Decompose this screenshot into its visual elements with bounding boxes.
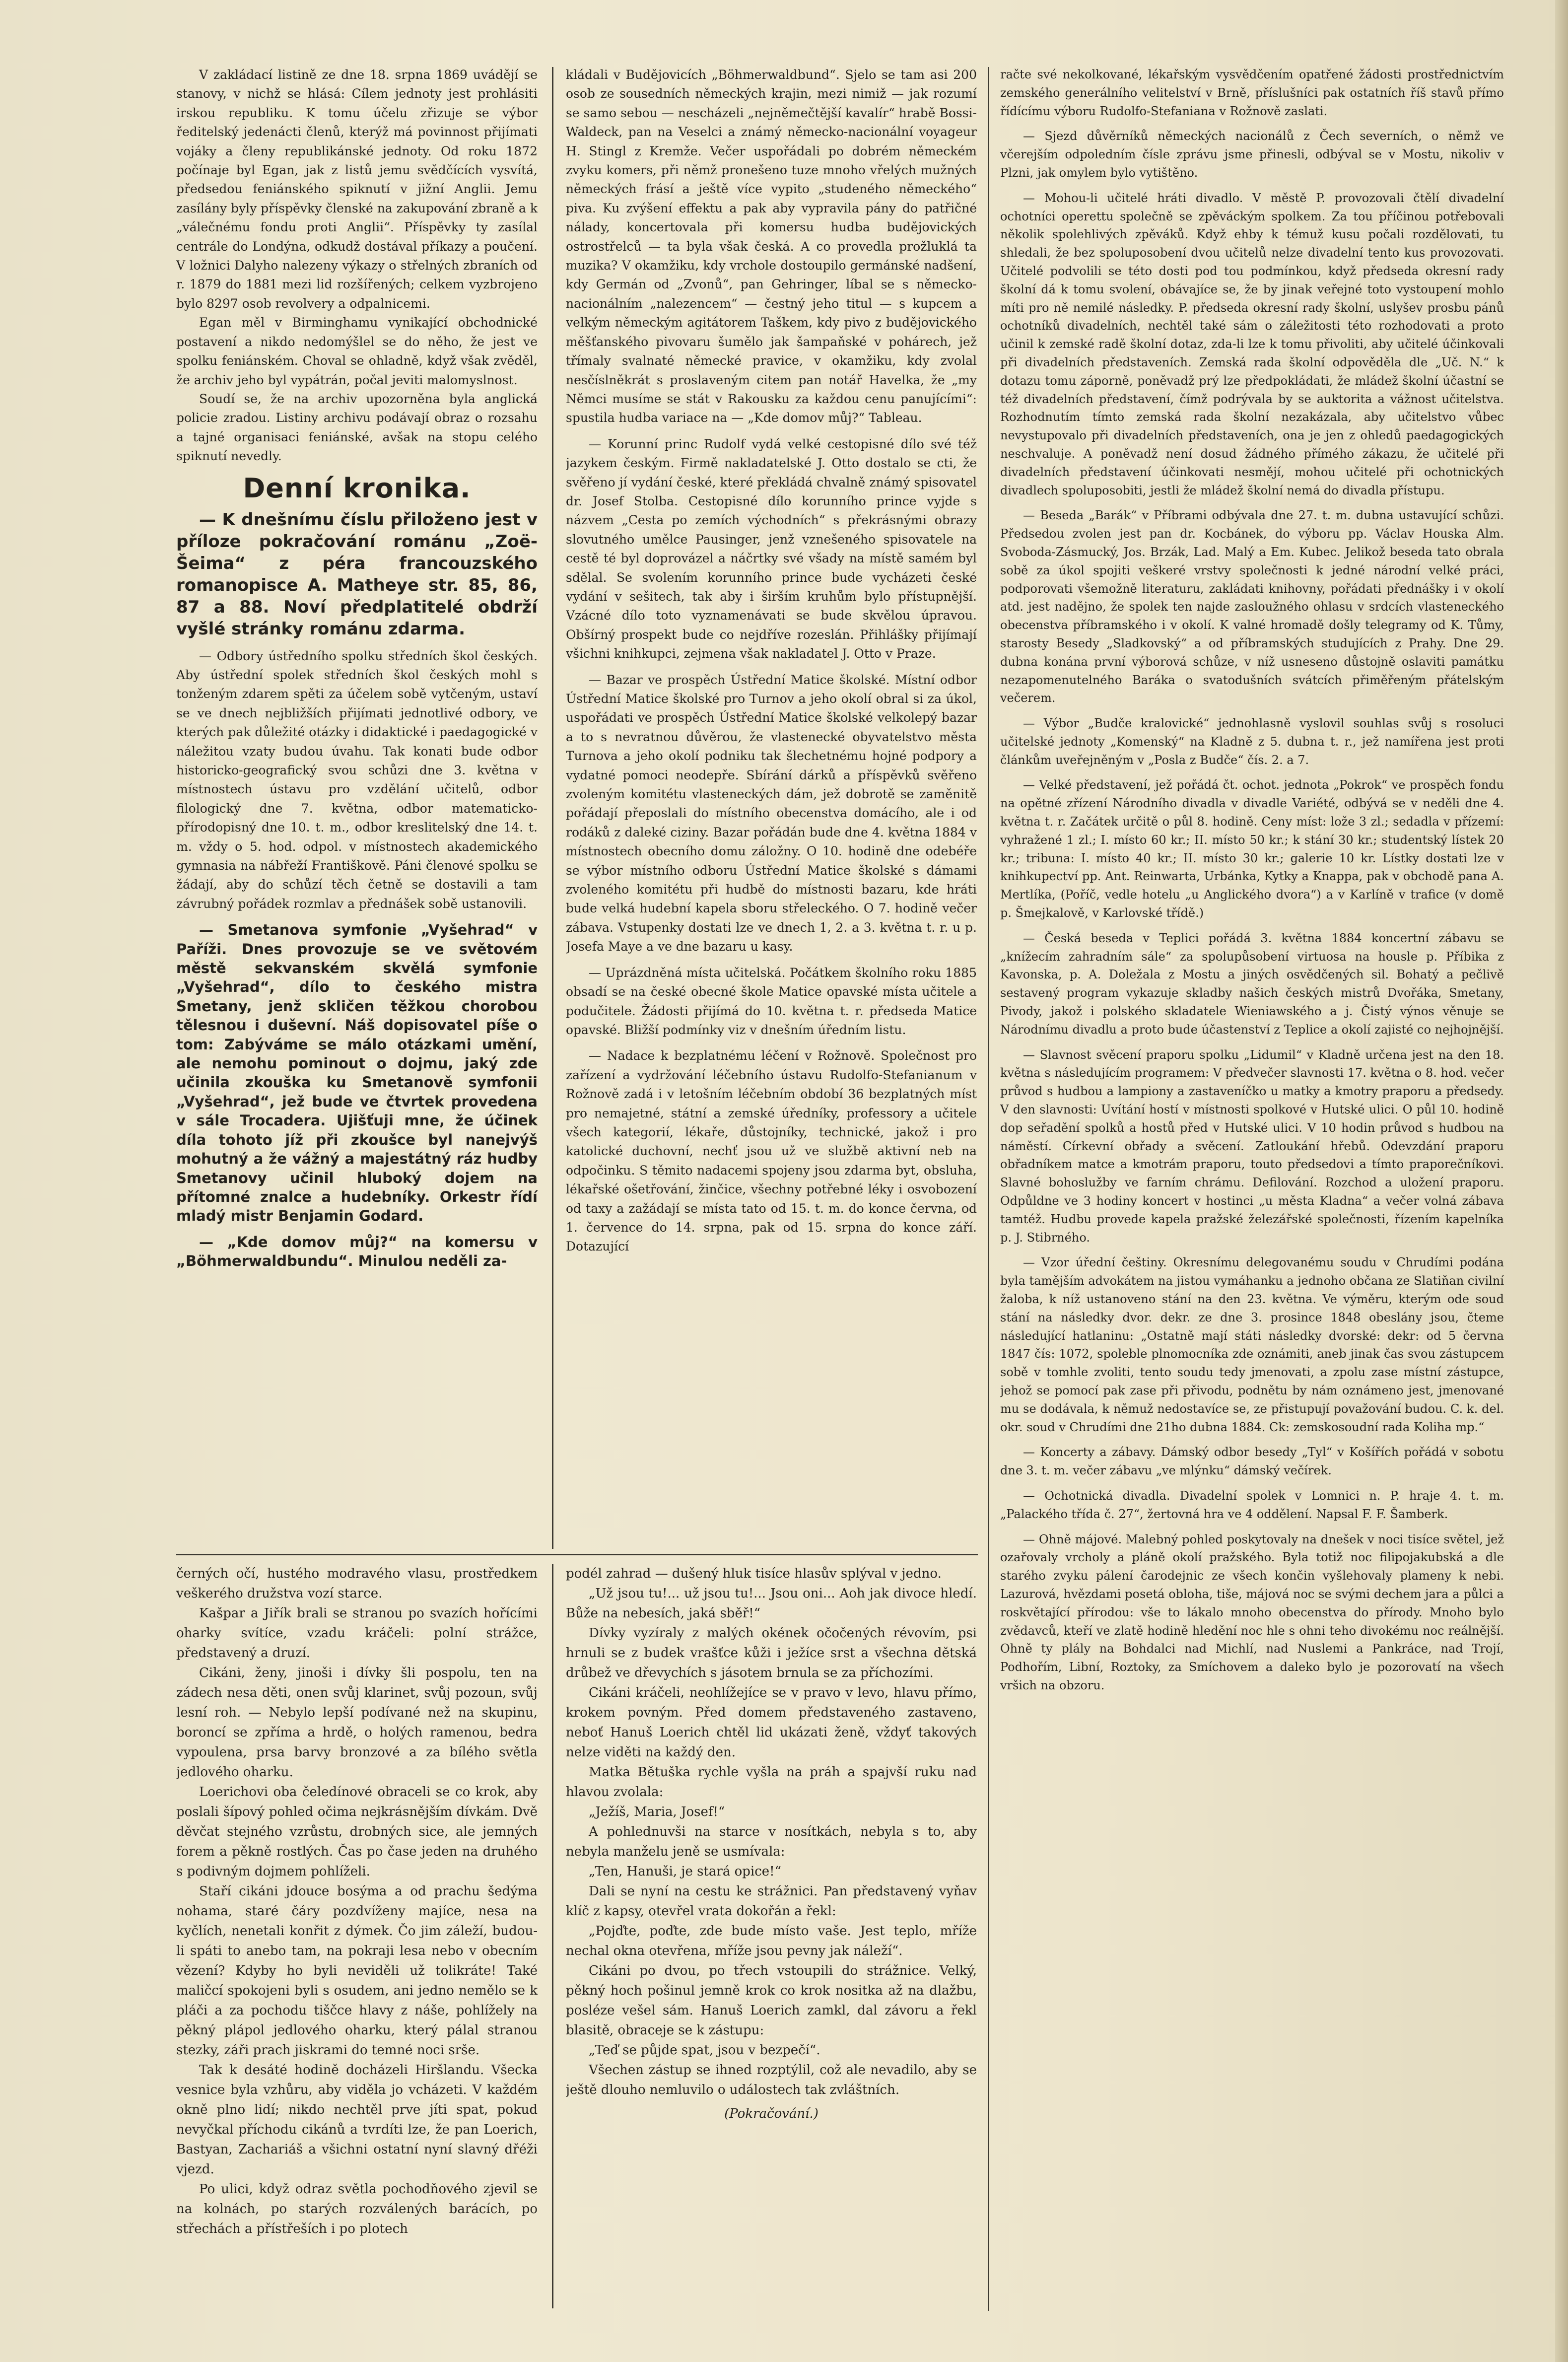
news-item: — Velké představení, jež pořádá čt. ochot. jednota „Pokrok“ ve prospěch fondu na opětné zřízení Národního divadla v divadle Variété, odbývá se v neděli dne 4. května t. r. Začátek určitě o půl 8. hodině. Ceny míst: lože 3 zl.; sedadla v přízemí: vyhražené 1 zl.; I. místo 60 kr.; II. místo 50 kr.; k stání 30 kr.; studentský lístek 20 kr.; tribuna: I. místo 40 kr.; II. místo 30 kr.; galerie 10 kr. Lístky dostati lze v knihkupectví pp. Ant. Reinwarta, Urbánka, Kytky a Knappa, pak v obchodě pana A. Mertlíka, (Poříč, vedle hotelu „u Anglického dvora“) a v Karlíně v trafice (v domě p. Šmejkalově, v Karlovské třídě.) bbox=[1000, 778, 1504, 920]
article-paragraph: kládali v Budějovicích „Böhmerwaldbund“. Sjelo se tam asi 200 osob ze sousedních německých krajin, mezi nimiž — jak rozumí se samo sebou — nescházeli „nejněmečtější kavalír“ hrabě Bossi-Waldeck, pan na Veselci a známý německo-nacionální voyageur H. Stingl z Kremže. Večer uspořádali po dobrém německém zvyku komers, při němž pronešeno tuze mnoho vřelých mužných německých frásí a ještě více vypito „studeného německého“ piva. Ku zvýšení effektu a pak aby vypravila pány do patřičné nálady, koncertovala při komersu hudba budějovických ostrostřelců — ta byla však česká. A co provedla prožluklá ta muzika? V okamžiku, kdy vrchole dostoupilo germánské nadšení, kdy Germán od „Zvonů“, pan Gehringer, líbal se s německo-nacionálním „nalezencem“ — čestný jeho titul — s kupcem a velkým německým agitátorem Taškem, kdy pivo z budějovického měšťanského pivovaru šumělo jak šampaňské v pohárech, jež třímaly svalnaté německé pravice, v okamžiku, kdy zvolal nesčíslněkrát s proslaveným citem pan notář Havelka, že „my Němci musíme se stát v Rakousku za každou cenu panujícími“: spustila hudba variace na — „Kde domov můj?“ Tableau. bbox=[566, 68, 977, 425]
news-item: — Výbor „Budče kralovické“ jednohlasně vyslovil souhlas svůj s rosoluci učitelské jednoty „Komenský“ na Kladně z 5. dubna t. r., jež namířena jest proti článkům uveřejněným v „Posla z Budče“ čís. 2. a 7. bbox=[1000, 716, 1504, 767]
feuilleton-paragraph: Cikáni po dvou, po třech vstoupili do strážnice. Velký, pěkný hoch pošinul jemně krok co krok nositka až na dlažbu, posléze vešel sám. Hanuš Loerich zamkl, dal závoru a řekl blasitě, obraceje se k zástupu: bbox=[566, 1963, 977, 2038]
feuilleton-paragraph: Tak k desáté hodině docházeli Hiršlandu. Všecka vesnice byla vzhůru, aby viděla jo vcházeti. V každém okně plno lidí; nikdo nechtěl prve jíti spat, pokud nevyčkal příchodu cikánů a tvrdíti lze, že pan Loerich, Bastyan, Zachariáš a všichni ostatní nyní slavný dřéži vjezd. bbox=[176, 2063, 538, 2177]
column-rule bbox=[552, 67, 553, 1549]
news-item: — Odbory ústředního spolku středních škol českých. Aby ústřední spolek středních škol českých mohl s tonženým zdarem spěti za účelem sobě vytčeným, ustaví se ve dnech nejbližších přijímati jednotlivé odbory, ve kterých pak důležité otázky i didaktické i paedagogické v náležitou vzaty budou úvahu. Tak konati bude odbor historicko-geografický svou schůzi dne 3. května v místnostech ústavu pro vzdělání učitelů, odbor filologický dne 7. května, odbor matematicko-přírodopisný dne 10. t. m., odbor kreslitelský dne 14. t. m. vždy o 5. hod. odpol. v místnostech akademického gymnasia na nábřeží Františkově. Páni členové spolku se žádají, aby do schůzí těch četně se dostavili a tam závrubný pořádek rozmlav a přednášek sobě ustanovili. bbox=[176, 648, 538, 911]
news-item: — Beseda „Barák“ v Příbrami odbývala dne 27. t. m. dubna ustavující schůzi. Předsedou zvolen jest pan dr. Kocbánek, do výboru pp. Václav Houska Alm. Svoboda-Zásmucký, Jos. Brzák, Lad. Malý a Em. Kubec. Jelikož beseda tato obrala sobě za úkol spojiti veškeré vrstvy společnosti k jedné národní velké práci, podporovati všemožně literaturu, zakládati knihovny, pořádati přednášky i v okolí atd. jest nadějno, že spolek ten najde zasloužného ohlasu v srdcích vlasteneckého obecenstva příbramského i v okolí. K valné hromadě došly telegramy od K. Tůmy, starosty Besedy „Sladkovský“ a od příbramských studujících z Prahy. Dne 29. dubna konána první výborová schůze, v níž usneseno důstojně oslaviti památku nezapomenutelného Baráka o svatodušních svátcích přiměřeným přátelským večerem. bbox=[1000, 508, 1504, 705]
news-item: — Mohou-li učitelé hráti divadlo. V městě P. provozovali čtělí divadelní ochotníci operettu společně se zpěváckým spolkem. Za tou příčinou potřebovali několik spolehlivých zpěváků. Když ehby k témuž kusu počali rozdělovati, tu shledali, že bez spoluposobení dvou učitelů nelze divadelní tento kus provozovati. Učitelé podvolili se této dosti pod tou podmínkou, když předseda okresní rady školní dá k tomu svolení, obávajíce se, že by jinak veřejné toto vystoupení mohlo míti pro ně nemilé následky. P. předseda okresní rady školní, uslyšev prosbu pánů ochotníků divadelních, nechtěl také sám o záležitosti této rozhodovati a proto učinil k zemské radě školní dotaz, zda-li lze k tomu přivoliti, aby učitelé účinkovali při divadelních představeních. Zemská rada školní odpověděla dle „Uč. N.“ k dotazu tomu záporně, poněvadž prý lze předpokládati, že mládež školní účastní se též divadelních představení, čímž podrývala by se auktorita a vážnost učitelstva. Rozhodnutím tímto zemská rada školní nezakázala, aby učitelstvo vůbec nevystupovalo při divadelních představeních, ona je jen z ohledů paedagogických neschvaluje. A poněvadž není dosud žádného přímého zákazu, že učitelé při divadelních představení účinkovati nesmějí, mohou učitelé při ochotnických divadlech spoluposobiti, jestli že mládež školní nemá do divadla přístupu. bbox=[1000, 191, 1504, 497]
column-1 bbox=[176, 66, 538, 1550]
news-item: račte své nekolkované, lékařským vysvědčením opatřené žádosti prostřednictvím zemského generálního velitelství v Brně, příslušníci pak ostatních říš stavů přímo řídícímu výboru Rudolfo-Stefaniana v Rožnově zaslati. bbox=[1000, 68, 1504, 118]
news-item: — Nadace k bezplatnému léčení v Rožnově. Společnost pro zařízení a vydržování léčebního ústavu Rudolfo-Stefanianum v Rožnově zadá i v letošním léčebním období 36 bezplatných míst pro nemajetné, státní a zemské úředníky, professory a učitele všech kategorií, lékaře, důstojníky, technické, jakož i pro katolické duchovní, nechť jsou už ve službě aktivní neb na odpočinku. S těmito nadacemi spojeny jsou zdarma byt, obsluha, lékařské ošetřování, žinčice, všechny potřebné léky i osvobození od taxy a zažádají se místa tato od 15. t. m. do konce června, od 1. července do 14. srpna, pak od 15. srpna do konce září. Dotazující bbox=[566, 1048, 977, 1254]
feuilleton-column-1 bbox=[176, 1564, 538, 2308]
lead-notice: — K dnešnímu číslu přiloženo jest v příloze pokračování románu „Zoë-Šeima“ z péra francouzského romanopisce A. Matheye str. 85, 86, 87 a 88. Noví předplatitelé obdrží vyšlé stránky románu zdarma. bbox=[176, 509, 538, 639]
column-3 bbox=[1000, 66, 1504, 2309]
section-heading: Denní kronika. bbox=[243, 472, 471, 504]
news-item: — Česká beseda v Teplici pořádá 3. května 1884 koncertní zábavu se „knížecím zahradním sále“ za spolupůsobení virtuosa na housle p. Příbika z Kavonska, p. A. Doležala z Mostu a jiných osvědčených sil. Bohatý a pečlivě sestavený program vykazuje skladby našich českých mistrů Dvořáka, Smetany, Pivody, jakož i polského skladatele Wieniawského a j. Čistý výnos věnuje se Národnímu divadlu a proto bude účastenství z Teplice a okolí zajisté co nejhojnější. bbox=[1000, 931, 1504, 1037]
feuilleton-paragraph: „Ježíš, Maria, Josef!“ bbox=[589, 1805, 725, 1819]
article-paragraph: V zakládací listině ze dne 18. srpna 1869 uvádějí se stanovy, v nichž se hlásá: Cílem jednoty jest prohlásiti irskou republiku. K tomu účelu zřizuje se výbor ředitelský jedenácti členů, kterýž má povinnost přijímati vojáky a členy republikánské jednoty. Od roku 1872 počínaje byl Egan, jak z listů jemu svědčících vysvítá, předsedou feniánského spiknutí v jižní Anglii. Jemu zasílány byly příspěvky členské na zakupování zbraně a k „válečnému fondu proti Anglii“. Příspěvky ty zasílal centrále do Londýna, odkudž dostával příkazy a poučení. V ložnici Dalyho nalezeny výkazy o střelných zbraních od r. 1879 do 1881 mezi lid rozšířených; celkem vyzbrojeno bylo 8297 osob revolvery a odpalnicemi. bbox=[176, 68, 538, 311]
article-paragraph: Egan měl v Birminghamu vynikající obchodnické postavení a nikdo nedomýšlel se do něho, že jest ve spolku feniánském. Choval se ohladně, když však zvěděl, že archiv jeho byl vypátrán, počal jeviti malomyslnost. bbox=[176, 315, 538, 387]
news-item: — Slavnost svěcení praporu spolku „Lidumil“ v Kladně určena jest na den 18. května s následujícím programem: V předvečer slavnosti 17. května o 8. hod. večer průvod s hudbou a lampiony a zastaveníčko u matky a kmotry praporu a předsedy. V den slavnosti: Uvítání hostí v místnosti spolkové v Hutské ulici. O půl 10. hodině dop seřadění spolků a hostů před v Hutské ulici. V 10 hodin průvod s hudbou na náměstí. Církevní obřady a svěcení. Zatloukání hřebů. Odevzdání praporu obřadníkem matce a kmotrám praporu, touto předsedovi a tímto praporečníkovi. Slavné bohoslužby ve farním chrámu. Defilování. Rozchod a uložení praporu. Odpůldne ve 3 hodiny koncert v hostinci „u města Kladna“ a večer volná zábava tamtéž. Hudbu provede kapela pražské železářské společnosti, řízením kapelníka p. J. Stibrného. bbox=[1000, 1047, 1504, 1245]
news-item: — Sjezd důvěrníků německých nacionálů z Čech severních, o němž ve včerejším odpoledním čísle zprávu jsme přinesli, odbýval se v Mostu, nikoliv v Plzni, jak omylem bylo vytištěno. bbox=[1000, 129, 1504, 180]
feuilleton-paragraph: Všechen zástup se ihned rozptýlil, což ale nevadilo, aby se ještě dlouho nemluvilo o událostech tak zvláštních. bbox=[566, 2063, 977, 2097]
column-2 bbox=[566, 66, 977, 1550]
article-paragraph: Soudí se, že na archiv upozorněna byla anglická policie zradou. Listiny archivu podávají obraz o rozsahu a tajné organisaci feniánské, avšak na stopu celého spiknutí nevedly. bbox=[176, 391, 538, 464]
news-item: — „Kde domov můj?“ na komersu v „Böhmerwaldbundu“. Minulou neděli za- bbox=[176, 1233, 538, 1270]
news-item: — Korunní princ Rudolf vydá velké cestopisné dílo své též jazykem českým. Firmě nakladatelské J. Otto dostalo se cti, že svěřeno jí vydání české, které překládá chvalně známý spisovatel dr. Josef Stolba. Cestopisné dílo korunního prince vyjde s názvem „Cesta po zemích východních“ s překrásnými obrazy slovutného umělce Pausinger, jenž vznešeného spisovatele na cestě té byl doprovázel a náčrtky své všady na místě samém byl sdělal. Se svolením korunního prince bude vycházeti české vydání v sešitech, tak aby i širším kruhům bylo přístupnější. Vzácné dílo toto vyznamenávati se bude skvělou úpravou. Obšírný prospekt bude co nejdříve rozeslán. Přihlášky přijímají všichni knihkupci, zejmena však nakladatel J. Otto v Praze. bbox=[566, 436, 977, 661]
feuilleton-paragraph: Dívky vyzíraly z malých okének očočených révovím, psi hrnuli se z budek vrašťce kůži i ježíce srst a všechna dětská drůbež ve dřevychích s jásotem brnula se za příchozími. bbox=[566, 1626, 977, 1680]
continuation-note: (Pokračování.) bbox=[724, 2106, 818, 2121]
feuilleton-paragraph: Cikáni, ženy, jinoši i dívky šli pospolu, ten na zádech nesa děti, onen svůj klarinet, svůj pozoun, svůj lesní roh. — Nebylo lepší podívané než na skupinu, boroncí se zpříma a hrdě, o holých ramenou, bedra vypoulena, prsa barvy bronzové a za bílého světla jedlového oharku. bbox=[176, 1666, 538, 1780]
news-item: — Vzor úřední češtiny. Okresnímu delegovanému soudu v Chrudími podána byla tamějším advokátem na jistou vymáhanku a jednoho občana ze Slatiňan civilní žaloba, k níž ustanoveno stání na den 23. května. Ve výměru, kterým ode soud stání na následky dvor. dekr. ze dne 3. prosince 1848 obeslány jsou, čteme následující hatlaninu: „Ostatně mají státi následky dvorské: dekr: od 5 června 1847 čís: 1072, spoleble plnomocníka zde oznámiti, aneb jinak čas svou zástupcem sobě v tomhle zvoliti, tento soudu tedy jmenovati, a zpolu zase místní zástupce, jehož se pomocí pak zase při přivodu, podnětu by nám oznámeno jest, jmenované mu se dodávala, k němuž nedostavíce se, ze přistupují považování budou. C. k. del. okr. soud v Chrudími dne 21ho dubna 1884. Ck: zemskosoudní rada Koliha mp.“ bbox=[1000, 1255, 1504, 1434]
news-item: — Uprázdněná místa učitelská. Počátkem školního roku 1885 obsadí se na české obecné škole Matice opavské místa učitele a podučitele. Žádosti přijímá do 10. května t. r. předseda Matice opavské. Bližší podmínky viz v dnešním úředním listu. bbox=[566, 965, 977, 1037]
feuilleton-paragraph: černých očí, hustého modravého vlasu, prostředkem veškerého družstva vozí starce. bbox=[176, 1566, 538, 1601]
column-rule bbox=[552, 1564, 553, 2308]
feuilleton-paragraph: „Teď se půjde spat, jsou v bezpečí“. bbox=[589, 2043, 820, 2058]
feuilleton-column-2 bbox=[566, 1564, 977, 2308]
feuilleton-paragraph: Staří cikáni jdouce bosýma a od prachu šedýma nohama, staré čáry pozdvíženy majíce, nesa na kyčlích, nenetali konřit z dýmek. Čo jim záleží, budou-li spáti to anebo tam, na pokraji lesa nebo v obecním vězení? Kdyby ho byli neviděli už tolikráte! Také maličcí spokojeni byli s osudem, ani jedno nemělo se k pláči a za pochodu tiščce hlavy z náše, pohlížely na pěkný plápol jedlového oharku, který pálal stranou stezky, záři prach jiskrami do temné noci srše. bbox=[176, 1884, 538, 2058]
feuilleton-paragraph: „Už jsou tu!... už jsou tu!... Jsou oni... Aoh jak divoce hledí. Bůže na nebesích, jaká sběř!“ bbox=[566, 1586, 977, 1621]
feuilleton-paragraph: „Ten, Hanuši, je stará opice!“ bbox=[589, 1864, 781, 1879]
news-item: — Ohně májové. Malebný pohled poskytovaly na dnešek v noci tisíce světel, jež ozařovaly vrcholy a pláně okolí pražského. Byla totiž noc filipojakubská a dle starého zvyku pálení čarodejnic ze všech končin vyšlehovaly plameny k nebi. Lazurová, hvězdami posetá obloha, tiše, májová noc se svými dechem jara a půlci a roskvětající přírodou: vše to lákalo mnoho obecenstva do přírody. Mnoho bylo zvědavců, kteří ve zlatě hodině hledění noc hle s ohni teho divokému noc reálnější. Ohně ty plály na Bohdalci nad Michlí, nad Nuslemi a Pankráce, nad Trojí, Podhořím, Libní, Roztoky, za Smíchovem a daleko bylo je pozorovatí na všech vršich na obzoru. bbox=[1000, 1532, 1504, 1692]
feuilleton-paragraph: Po ulici, když odraz světla pochodňového zjevil se na kolnách, po starých rozválených barácích, po střechách a přístřeších i po plotech bbox=[176, 2182, 538, 2236]
news-item: — Bazar ve prospěch Ústřední Matice školské. Místní odbor Ústřední Matice školské pro Turnov a jeho okolí obral si za úkol, uspořádati ve prospěch Ústřední Matice školské velkolepý bazar a to s nevratnou důvěrou, že vlastenecké obyvatelstvo města Turnova a jeho okolí podniku tak šlechetnému hojné podpory a vydatné pomoci neodepře. Sbírání dárků a příspěvků svěřeno zvoleným komitétu vlasteneckých dám, jež dobrotě se zaměnitě pořádají přeposlali do místního obecenstva domácího, ale i od rodáků z daleké ciziny. Bazar pořádán bude dne 4. května 1884 v místnostech obecního domu záložny. O 10. hodině dne odebéře se výbor místního odboru Ústřední Matice školské s dámami zvoleného komitétu při hudbě do místnosti bazaru, kde hráti bude velká hudební kapela sboru střeleckého. O 7. hodině večer zábava. Vstupenky dostati lze ve dnech 1, 2. a 3. května t. r. u p. Josefa Maye a ve dne bazaru u kasy. bbox=[566, 672, 977, 954]
feuilleton-paragraph: Cikáni kráčeli, neohlížejíce se v pravo v levo, hlavu přímo, krokem povným. Před domem představeného zastaveno, neboť Hanuš Loerich chtěl lid ukázati ženě, vždyť takových nelze viděti na každý den. bbox=[566, 1685, 977, 1760]
page-edge bbox=[1555, 0, 1568, 2362]
feuilleton-paragraph: Dali se nyní na cestu ke strážnici. Pan představený vyňav klíč z kapsy, otevřel vrata dokořán a řekl: bbox=[566, 1884, 977, 1919]
news-item: — Smetanova symfonie „Vyšehrad“ v Paříži. Dnes provozuje se ve světovém městě sekvanském skvělá symfonie „Vyšehrad“, dílo to českého mistra Smetany, jenž skličen těžkou chorobou tělesnou i duševní. Náš dopisovatel píše o tom: Zabýváme se málo otázkami umění, ale nemohu pominout o dojmu, jaký zde učinila zkouška ku Smetanově symfonii „Vyšehrad“, jež bude ve čtvrtek provedena v sále Trocadera. Ujišťuji mne, že účinek díla tohoto jíž při zkoušce byl nanejvýš mohutný a že vážný a majestátný ráz hudby Smetanovy učinil hluboký dojem na přítomné znalce a hudebníky. Orkestr řídí mladý mistr Benjamin Godard. bbox=[176, 921, 538, 1225]
feuilleton-divider bbox=[176, 1554, 978, 1555]
column-rule bbox=[988, 67, 989, 2311]
feuilleton-paragraph: Kašpar a Jiřík brali se stranou po svazích hořícími oharky svítíce, vzadu kráčeli: polní strážce, představený a druzí. bbox=[176, 1606, 538, 1661]
feuilleton-paragraph: A pohlednuvši na starce v nosítkách, nebyla s to, aby nebyla manželu jeně se usmívala: bbox=[566, 1824, 977, 1859]
feuilleton-paragraph: podél zahrad — dušený hluk tisíce hlasův splýval v jedno. bbox=[566, 1566, 942, 1581]
feuilleton-paragraph: „Pojďte, poďte, zde bude místo vaše. Jest teplo, mříže nechal okna otevřena, mříže jsou pevny jak náleží“. bbox=[566, 1924, 977, 1958]
news-item: — Ochotnická divadla. Divadelní spolek v Lomnici n. P. hraje 4. t. m. „Palackého třída č. 27“, žertovná hra ve 4 oddělení. Napsal F. F. Šamberk. bbox=[1000, 1488, 1504, 1521]
feuilleton-paragraph: Matka Bětuška rychle vyšla na práh a spajvší ruku nad hlavou zvolala: bbox=[566, 1765, 977, 1800]
feuilleton-paragraph: Loerichovi oba čeledínové obraceli se co krok, aby poslali šípový pohled očima nejkrásnějším dívkám. Dvě děvčat stejného vzrůstu, drobných sice, ale jemných forem a pěkně rostlých. Čas po čase jeden na druhého s podivným dojmem pohlíželi. bbox=[176, 1785, 538, 1879]
news-item: — Koncerty a zábavy. Dámský odbor besedy „Tyl“ v Košířích pořádá v sobotu dne 3. t. m. večer zábavu „ve mlýnku“ dámský večírek. bbox=[1000, 1445, 1504, 1478]
